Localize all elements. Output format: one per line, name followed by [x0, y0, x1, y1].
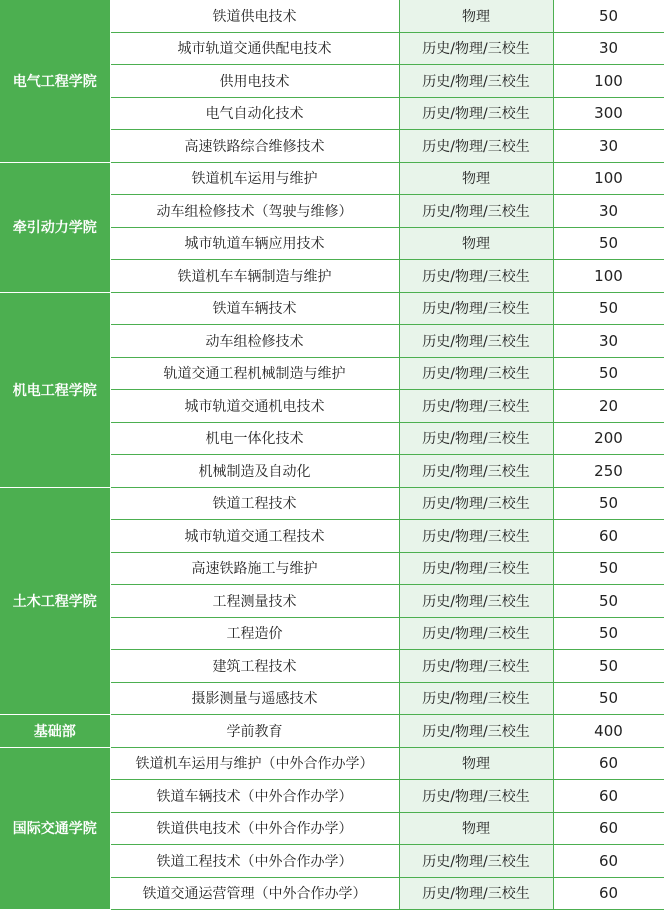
subject-requirement-cell: 历史/物理/三校生	[399, 32, 553, 65]
subject-requirement-cell: 历史/物理/三校生	[399, 390, 553, 423]
enrollment-count-cell: 50	[553, 357, 664, 390]
subject-requirement-cell: 历史/物理/三校生	[399, 552, 553, 585]
major-name-cell: 铁道车辆技术（中外合作办学）	[110, 780, 399, 813]
major-name-cell: 机电一体化技术	[110, 422, 399, 455]
college-name-cell: 土木工程学院	[0, 487, 110, 715]
major-name-cell: 铁道车辆技术	[110, 292, 399, 325]
subject-requirement-cell: 历史/物理/三校生	[399, 357, 553, 390]
enrollment-count-cell: 30	[553, 325, 664, 358]
subject-requirement-cell: 历史/物理/三校生	[399, 130, 553, 163]
subject-requirement-cell: 历史/物理/三校生	[399, 585, 553, 618]
major-name-cell: 轨道交通工程机械制造与维护	[110, 357, 399, 390]
table-row	[0, 292, 664, 325]
enrollment-count-cell: 60	[553, 845, 664, 878]
major-name-cell: 城市轨道交通工程技术	[110, 520, 399, 553]
subject-requirement-cell: 历史/物理/三校生	[399, 65, 553, 98]
subject-requirement-cell: 历史/物理/三校生	[399, 195, 553, 228]
table-row	[0, 0, 664, 32]
college-name-cell: 基础部	[0, 715, 110, 748]
enrollment-count-cell: 50	[553, 552, 664, 585]
enrollment-count-cell: 60	[553, 877, 664, 910]
enrollment-count-cell: 50	[553, 227, 664, 260]
enrollment-count-cell: 300	[553, 97, 664, 130]
table-row	[0, 162, 664, 195]
major-name-cell: 铁道机车车辆制造与维护	[110, 260, 399, 293]
enrollment-count-cell: 200	[553, 422, 664, 455]
major-name-cell: 高速铁路施工与维护	[110, 552, 399, 585]
enrollment-count-cell: 100	[553, 260, 664, 293]
enrollment-count-cell: 60	[553, 747, 664, 780]
subject-requirement-cell: 物理	[399, 227, 553, 260]
major-name-cell: 供用电技术	[110, 65, 399, 98]
enrollment-count-cell: 20	[553, 390, 664, 423]
subject-requirement-cell: 历史/物理/三校生	[399, 682, 553, 715]
major-name-cell: 铁道交通运营管理（中外合作办学）	[110, 877, 399, 910]
enrollment-count-cell: 50	[553, 0, 664, 32]
enrollment-count-cell: 50	[553, 650, 664, 683]
major-name-cell: 电气自动化技术	[110, 97, 399, 130]
subject-requirement-cell: 物理	[399, 747, 553, 780]
enrollment-count-cell: 50	[553, 682, 664, 715]
enrollment-count-cell: 30	[553, 130, 664, 163]
major-name-cell: 铁道机车运用与维护	[110, 162, 399, 195]
enrollment-count-cell: 60	[553, 812, 664, 845]
subject-requirement-cell: 历史/物理/三校生	[399, 292, 553, 325]
major-name-cell: 铁道供电技术	[110, 0, 399, 32]
major-name-cell: 工程造价	[110, 617, 399, 650]
major-name-cell: 铁道机车运用与维护（中外合作办学）	[110, 747, 399, 780]
enrollment-count-cell: 50	[553, 487, 664, 520]
subject-requirement-cell: 历史/物理/三校生	[399, 422, 553, 455]
college-name-cell: 国际交通学院	[0, 747, 110, 910]
subject-requirement-cell: 历史/物理/三校生	[399, 455, 553, 488]
college-name-cell: 机电工程学院	[0, 292, 110, 487]
subject-requirement-cell: 物理	[399, 812, 553, 845]
major-name-cell: 动车组检修技术	[110, 325, 399, 358]
college-name-cell: 牵引动力学院	[0, 162, 110, 292]
major-name-cell: 学前教育	[110, 715, 399, 748]
enrollment-count-cell: 50	[553, 292, 664, 325]
major-name-cell: 机械制造及自动化	[110, 455, 399, 488]
major-name-cell: 高速铁路综合维修技术	[110, 130, 399, 163]
enrollment-count-cell: 250	[553, 455, 664, 488]
enrollment-count-cell: 30	[553, 195, 664, 228]
subject-requirement-cell: 历史/物理/三校生	[399, 97, 553, 130]
subject-requirement-cell: 历史/物理/三校生	[399, 650, 553, 683]
major-name-cell: 动车组检修技术（驾驶与维修）	[110, 195, 399, 228]
subject-requirement-cell: 历史/物理/三校生	[399, 260, 553, 293]
enrollment-count-cell: 50	[553, 617, 664, 650]
enrollment-count-cell: 100	[553, 65, 664, 98]
major-name-cell: 摄影测量与遥感技术	[110, 682, 399, 715]
enrollment-count-cell: 60	[553, 780, 664, 813]
subject-requirement-cell: 历史/物理/三校生	[399, 487, 553, 520]
enrollment-count-cell: 30	[553, 32, 664, 65]
major-name-cell: 城市轨道交通供配电技术	[110, 32, 399, 65]
table-row	[0, 747, 664, 780]
subject-requirement-cell: 历史/物理/三校生	[399, 617, 553, 650]
subject-requirement-cell: 物理	[399, 162, 553, 195]
major-name-cell: 铁道工程技术（中外合作办学）	[110, 845, 399, 878]
subject-requirement-cell: 历史/物理/三校生	[399, 520, 553, 553]
subject-requirement-cell: 历史/物理/三校生	[399, 877, 553, 910]
major-name-cell: 建筑工程技术	[110, 650, 399, 683]
table-row	[0, 715, 664, 748]
major-name-cell: 城市轨道交通机电技术	[110, 390, 399, 423]
enrollment-count-cell: 100	[553, 162, 664, 195]
major-name-cell: 工程测量技术	[110, 585, 399, 618]
subject-requirement-cell: 历史/物理/三校生	[399, 715, 553, 748]
subject-requirement-cell: 历史/物理/三校生	[399, 325, 553, 358]
major-name-cell: 铁道工程技术	[110, 487, 399, 520]
enrollment-count-cell: 400	[553, 715, 664, 748]
major-name-cell: 铁道供电技术（中外合作办学）	[110, 812, 399, 845]
college-name-cell: 电气工程学院	[0, 0, 110, 162]
subject-requirement-cell: 历史/物理/三校生	[399, 780, 553, 813]
enrollment-count-cell: 60	[553, 520, 664, 553]
enrollment-count-cell: 50	[553, 585, 664, 618]
subject-requirement-cell: 历史/物理/三校生	[399, 845, 553, 878]
table-row	[0, 487, 664, 520]
major-name-cell: 城市轨道车辆应用技术	[110, 227, 399, 260]
subject-requirement-cell: 物理	[399, 0, 553, 32]
